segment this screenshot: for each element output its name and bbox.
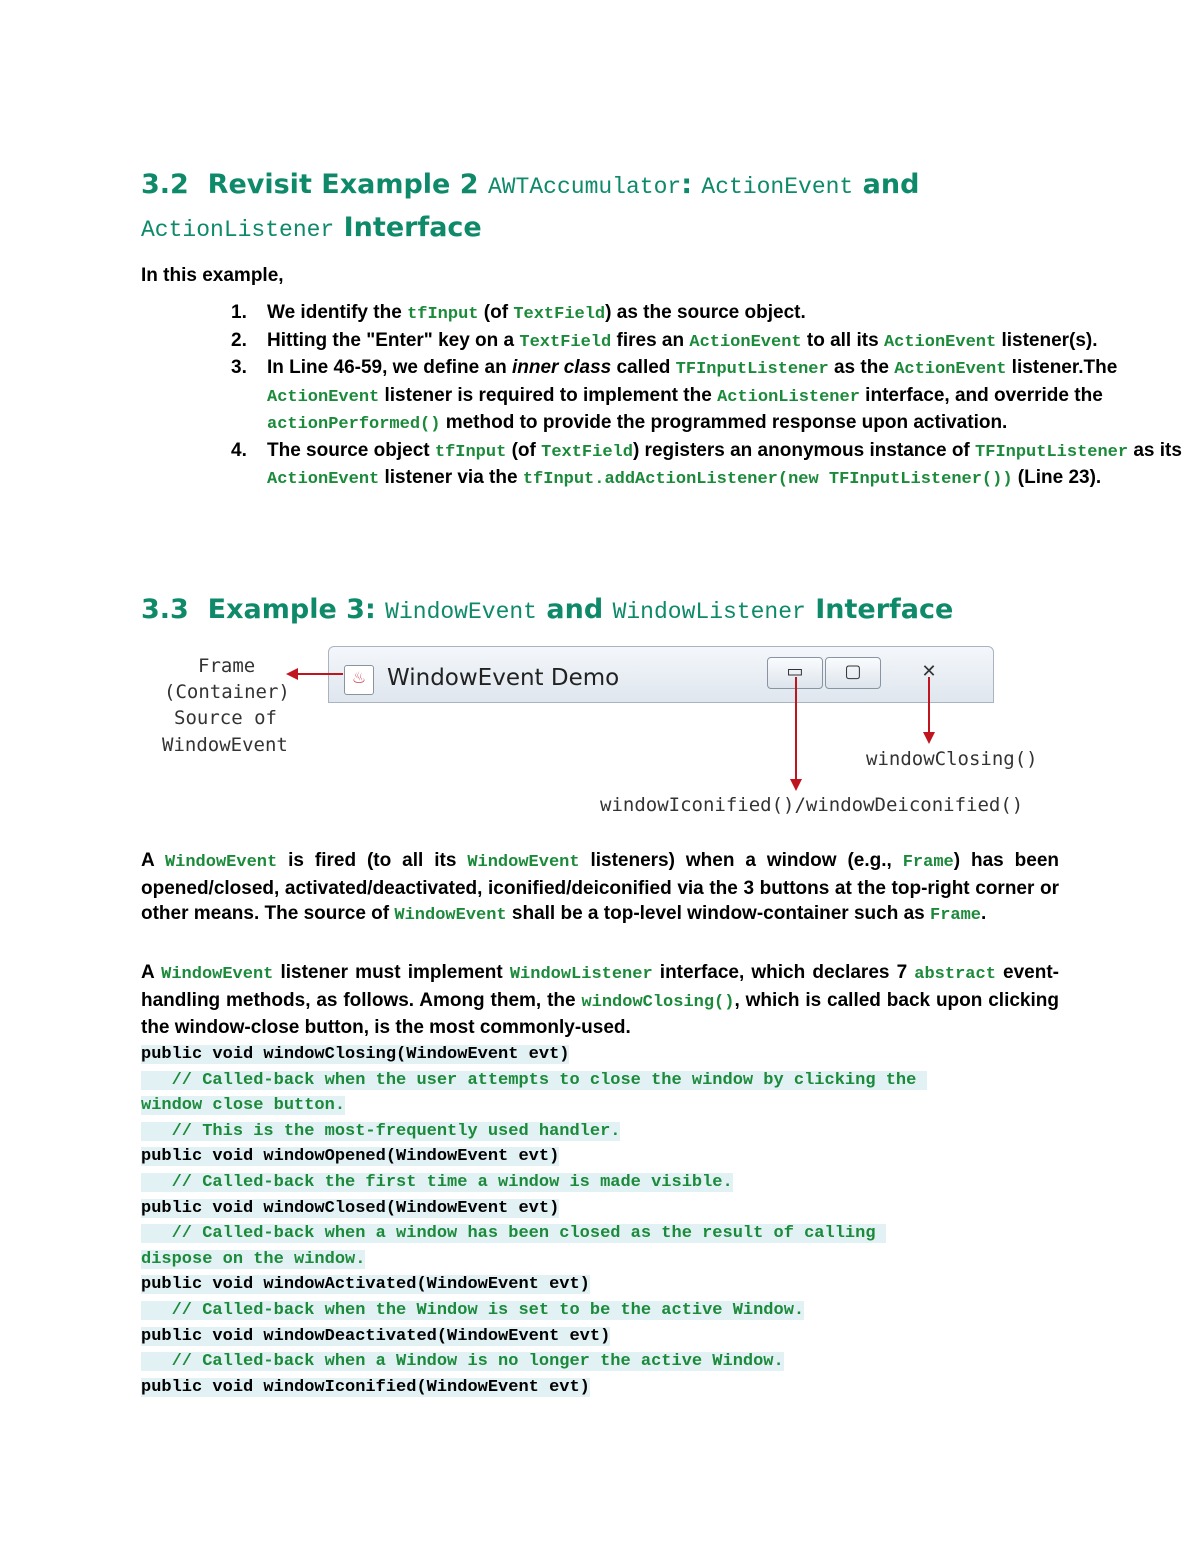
code-textfield: TextField xyxy=(513,305,606,324)
heading-number: 3.2 xyxy=(141,169,189,200)
heading-code-awtaccumulator: AWTAccumulator xyxy=(487,174,682,200)
heading-number: 3.3 xyxy=(141,594,189,625)
code-comment-line: // Called-back when a Window is no longer the active Window. xyxy=(141,1352,784,1372)
code-block xyxy=(141,1042,1059,1400)
code-tfinputlistener: TFInputListener xyxy=(975,442,1129,462)
code-comment-line: // Called-back when a window has been closed as the result of calling xyxy=(141,1224,886,1244)
code-windowevent: WindowEvent xyxy=(161,965,274,984)
heading-text: Revisit Example 2 xyxy=(207,169,479,200)
code-tfinputlistener: TFInputListener xyxy=(675,360,829,379)
code-line: public void windowClosing(WindowEvent evt) xyxy=(141,1045,570,1064)
list-number: 1. xyxy=(231,302,247,323)
close-button[interactable]: ✕ xyxy=(921,661,937,682)
window-event-figure xyxy=(158,645,1058,825)
minimize-button[interactable]: ▭ xyxy=(767,657,823,689)
code-comment-line: // Called-back when the Window is set to be the active Window. xyxy=(141,1300,805,1320)
heading-code-actionlistener: ActionListener xyxy=(141,217,335,243)
heading-text: Example 3: xyxy=(207,594,376,625)
code-textfield: TextField xyxy=(519,332,612,352)
list-item: 3. In Line 46-59, we define an inner class called TFInputListener as the ActionEvent listener.The ActionEvent listener is required to implement the ActionListener interface, and override the actionPerformed() method to provide the programmed response upon activation. xyxy=(231,357,1118,434)
code-windowevent: WindowEvent xyxy=(467,853,580,872)
window-closing-label: windowClosing() xyxy=(866,748,1038,770)
window-title: WindowEvent Demo xyxy=(387,665,620,691)
frame-label-line2: (Container) xyxy=(164,681,290,703)
heading-code-actionevent: ActionEvent xyxy=(701,174,854,200)
arrow-head-closing xyxy=(923,732,935,744)
window-iconified-label: windowIconified()/windowDeiconified() xyxy=(600,794,1024,816)
frame-label-line3: Source of xyxy=(174,707,277,729)
list-item: 1. We identify the tfInput (of TextField) as the source object. xyxy=(231,302,806,324)
heading-code-windowlistener: WindowListener xyxy=(612,599,806,625)
steps-list xyxy=(141,300,1185,493)
heading-interface: Interface xyxy=(815,594,954,625)
list-item: 4. The source object tfInput (of TextField) registers an anonymous instance of TFInputListener as its ActionEvent listener via the tfInput.addActionListener(new TFInputListener()) (Line 23). xyxy=(231,439,1182,489)
code-frame: Frame xyxy=(930,906,982,925)
heading-colon: : xyxy=(681,169,692,200)
code-comment-line: // This is the most-frequently used handler. xyxy=(141,1121,621,1141)
code-windowlistener: WindowListener xyxy=(509,965,653,984)
heading-and: and xyxy=(546,594,604,625)
heading-interface: Interface xyxy=(343,212,482,243)
code-actionevent: ActionEvent xyxy=(689,332,802,352)
code-line: public void windowIconified(WindowEvent evt) xyxy=(141,1377,590,1397)
list-number: 3. xyxy=(231,357,247,378)
code-windowevent: WindowEvent xyxy=(394,906,507,925)
frame-label-line4: WindowEvent xyxy=(162,734,288,756)
section-3-3-heading xyxy=(141,588,953,634)
code-actionevent: ActionEvent xyxy=(883,332,997,352)
code-actionperformed: actionPerformed() xyxy=(267,415,441,434)
code-actionevent: ActionEvent xyxy=(267,470,380,489)
code-line: public void windowActivated(WindowEvent evt) xyxy=(141,1275,590,1295)
code-line: public void windowOpened(WindowEvent evt) xyxy=(141,1147,560,1167)
code-line: public void windowDeactivated(WindowEvent evt) xyxy=(141,1326,611,1346)
code-comment-line: dispose on the window. xyxy=(141,1249,366,1269)
section-3-2-heading xyxy=(141,163,919,209)
code-windowevent: WindowEvent xyxy=(164,853,278,872)
code-comment-line: // Called-back when the user attempts to close the window by clicking the xyxy=(141,1070,927,1090)
heading-and: and xyxy=(862,169,920,200)
arrow-head-frame xyxy=(286,668,298,680)
list-item: 2. Hitting the "Enter" key on a TextField fires an ActionEvent to all its ActionEvent listener(s). xyxy=(231,329,1098,352)
maximize-button[interactable]: ▢ xyxy=(825,657,881,689)
inner-class-emphasis: inner class xyxy=(511,357,612,378)
window-event-paragraph: A WindowEvent is fired (to all its WindowEvent listeners) when a window (e.g., Frame) has been opened/closed, activated/deactivated, iconified/deiconified via the 3 buttons at the top-right corner or other means. The source of WindowEvent shall be a top-level window-container such as Frame. xyxy=(141,850,1060,925)
frame-label-line1: Frame xyxy=(198,655,256,677)
heading-code-windowevent: WindowEvent xyxy=(385,599,537,625)
section-3-2-heading-line2 xyxy=(141,206,482,252)
code-addactionlistener: tfInput.addActionListener(new TFInputListener()) xyxy=(522,470,1013,489)
list-number: 4. xyxy=(231,439,247,461)
code-comment-line: window close button. xyxy=(141,1096,346,1116)
code-comment-line: // Called-back the first time a window is made visible. xyxy=(141,1172,733,1192)
code-actionevent: ActionEvent xyxy=(267,387,380,407)
code-frame: Frame xyxy=(902,853,954,872)
java-app-icon: ♨ xyxy=(344,665,374,695)
code-actionlistener: ActionListener xyxy=(717,387,860,407)
window-title-bar xyxy=(328,646,994,703)
code-tfinput: tfInput xyxy=(407,305,479,324)
code-textfield: TextField xyxy=(541,442,633,462)
code-line: public void windowClosed(WindowEvent evt) xyxy=(141,1198,560,1218)
code-abstract: abstract xyxy=(914,965,996,984)
code-windowclosing: windowClosing() xyxy=(581,992,735,1012)
list-number: 2. xyxy=(231,329,247,351)
arrow-head-iconified xyxy=(790,779,802,791)
window-listener-paragraph: A WindowEvent listener must implement WindowListener interface, which declares 7 abstract event-handling methods, as follows. Among them, the windowClosing(), which is called back upon clicking the window-close button, is the most commonly-used. xyxy=(141,962,1059,1038)
intro-paragraph: In this example, xyxy=(141,265,284,286)
code-actionevent: ActionEvent xyxy=(894,360,1007,379)
code-tfinput: tfInput xyxy=(434,442,507,462)
